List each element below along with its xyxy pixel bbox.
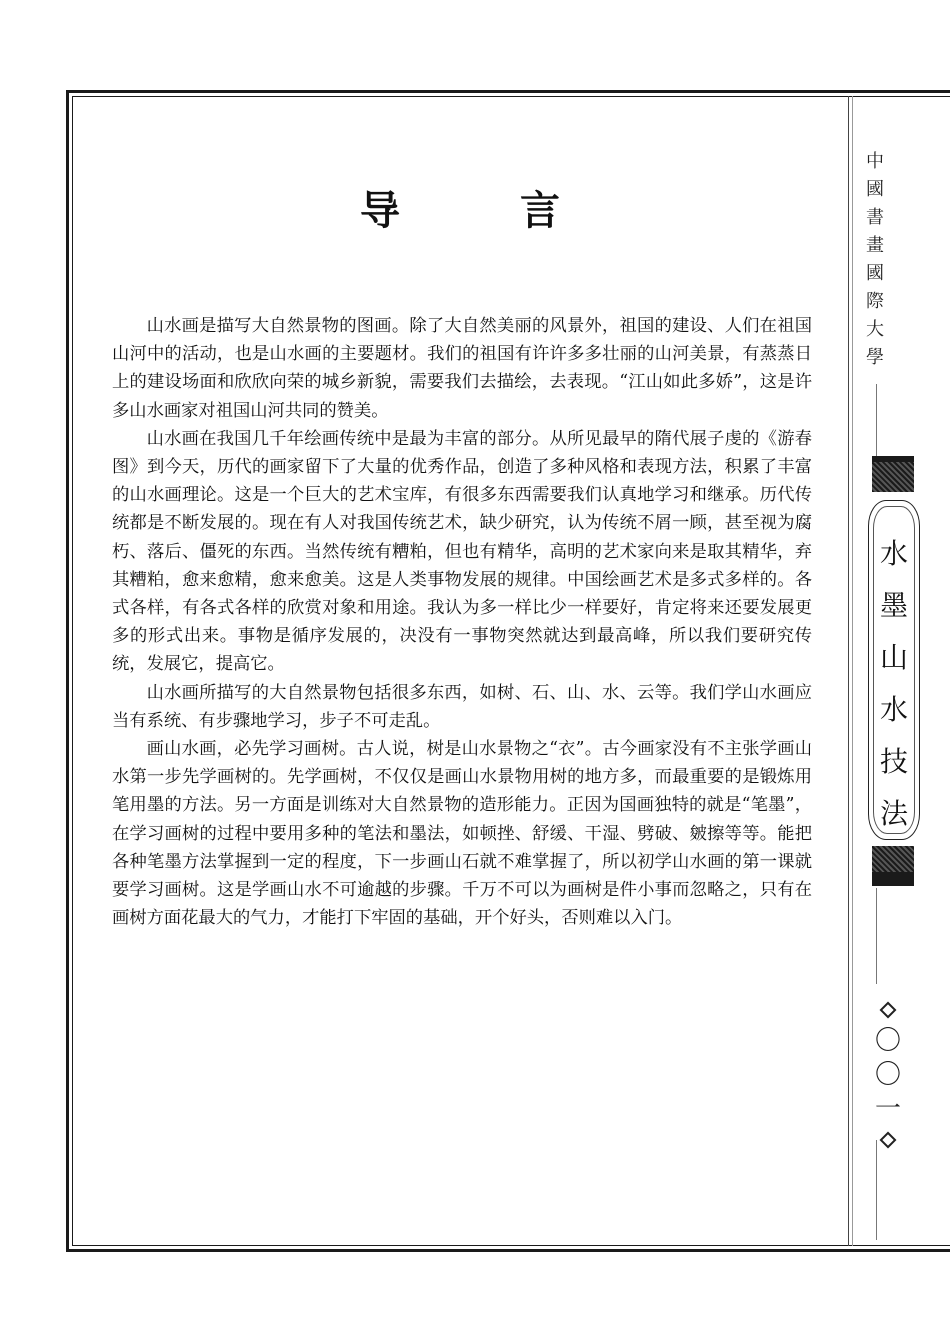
diamond-ornament <box>880 1002 897 1019</box>
page-number <box>866 996 910 1154</box>
paragraph-4: 画山水画，必先学习画树。古人说，树是山水景物之“衣”。古今画家没有不主张学画山水第一步先学画树的。先学画树，不仅仅是画山水景物用树的地方多，而最重要的是锻炼用笔用墨的方法。另一方面是训练对大自然景物的造形能力。正因为国画独特的就是“笔墨”，在学习画树的过程中要用多种的笔法和墨法，如顿挫、舒缓、干湿、劈破、皴擦等等。能把各种笔墨方法掌握到一定的程度，下一步画山石就不难掌握了，所以初学山水画的第一课就要学习画树。这是学画山水不可逾越的步骤。千万不可以为画树是件小事而忽略之，只有在画树方面花最大的气力，才能打下牢固的基础，开个好头，否则难以入门。 <box>112 739 812 929</box>
institution-char: 際 <box>866 291 884 312</box>
book-title <box>874 528 914 840</box>
sidebar-rule-bottom <box>876 888 877 984</box>
paragraph-1: 山水画是描写大自然景物的图画。除了大自然美丽的风景外，祖国的建设、人们在祖国山河中的活动，也是山水画的主要题材。我们的祖国有许许多多壮丽的山河美景，有蒸蒸日上的建设场面和欣欣向荣的城乡新貌，需要我们去描绘，去表现。“江山如此多娇”，这是许多山水画家对祖国山河共同的赞美。 <box>112 316 812 421</box>
body-text <box>112 312 812 932</box>
institution-char: 畫 <box>866 235 884 256</box>
book-title-char: 水 <box>879 537 908 570</box>
institution-char: 大 <box>866 319 884 340</box>
bottom-band <box>872 872 914 886</box>
diamond-ornament <box>880 1132 897 1149</box>
institution-char: 書 <box>866 207 884 228</box>
paragraph-2: 山水画在我国几千年绘画传统中是最为丰富的部分。从所见最早的隋代展子虔的《游春图》到今天，历代的画家留下了大量的优秀作品，创造了多种风格和表现方法，积累了丰富的山水画理论。这是一个巨大的艺术宝库，有很多东西需要我们认真地学习和继承。历代传统都是不断发展的。现在有人对我国传统艺术，缺少研究，认为传统不屑一顾，甚至视为腐朽、落后、僵死的东西。当然传统有糟粕，但也有精华，高明的艺术家向来是取其精华，弃其糟粕，愈来愈精，愈来愈美。这是人类事物发展的规律。中国绘画艺术是多式多样的。各式各样，有各式各样的欣赏对象和用途。我认为多一样比少一样要好，肯定将来还要发展更多的形式出来。事物是循序发展的，决没有一事物突然就达到最高峰，所以我们要研究传统，发展它，提高它。 <box>112 428 812 675</box>
book-title-char: 水 <box>879 693 908 726</box>
sidebar-divider <box>848 96 849 1246</box>
book-title-char: 墨 <box>879 589 908 622</box>
institution-char: 中 <box>866 151 884 172</box>
book-title-char: 技 <box>879 745 908 778</box>
page-number-digit: 〇 <box>874 1026 901 1056</box>
sidebar-divider-thin <box>852 96 853 1246</box>
institution-char: 國 <box>866 263 884 284</box>
page-title <box>360 182 560 232</box>
sidebar-rule-foot <box>876 1140 877 1240</box>
title-char-2: 言 <box>520 187 560 234</box>
institution-name <box>858 148 892 372</box>
page-number-digit: 〇 <box>874 1060 901 1090</box>
book-title-char: 法 <box>879 797 908 830</box>
paragraph-3: 山水画所描写的大自然景物包括很多东西，如树、石、山、水、云等。我们学山水画应当有系统、有步骤地学习，步子不可走乱。 <box>112 682 812 731</box>
page-number-digit: 一 <box>874 1094 901 1124</box>
institution-char: 學 <box>866 347 884 368</box>
sidebar-rule-top <box>876 384 877 456</box>
title-char-1: 导 <box>360 187 400 234</box>
book-title-char: 山 <box>879 641 908 674</box>
top-band-hatch <box>872 462 914 492</box>
institution-char: 國 <box>866 179 884 200</box>
